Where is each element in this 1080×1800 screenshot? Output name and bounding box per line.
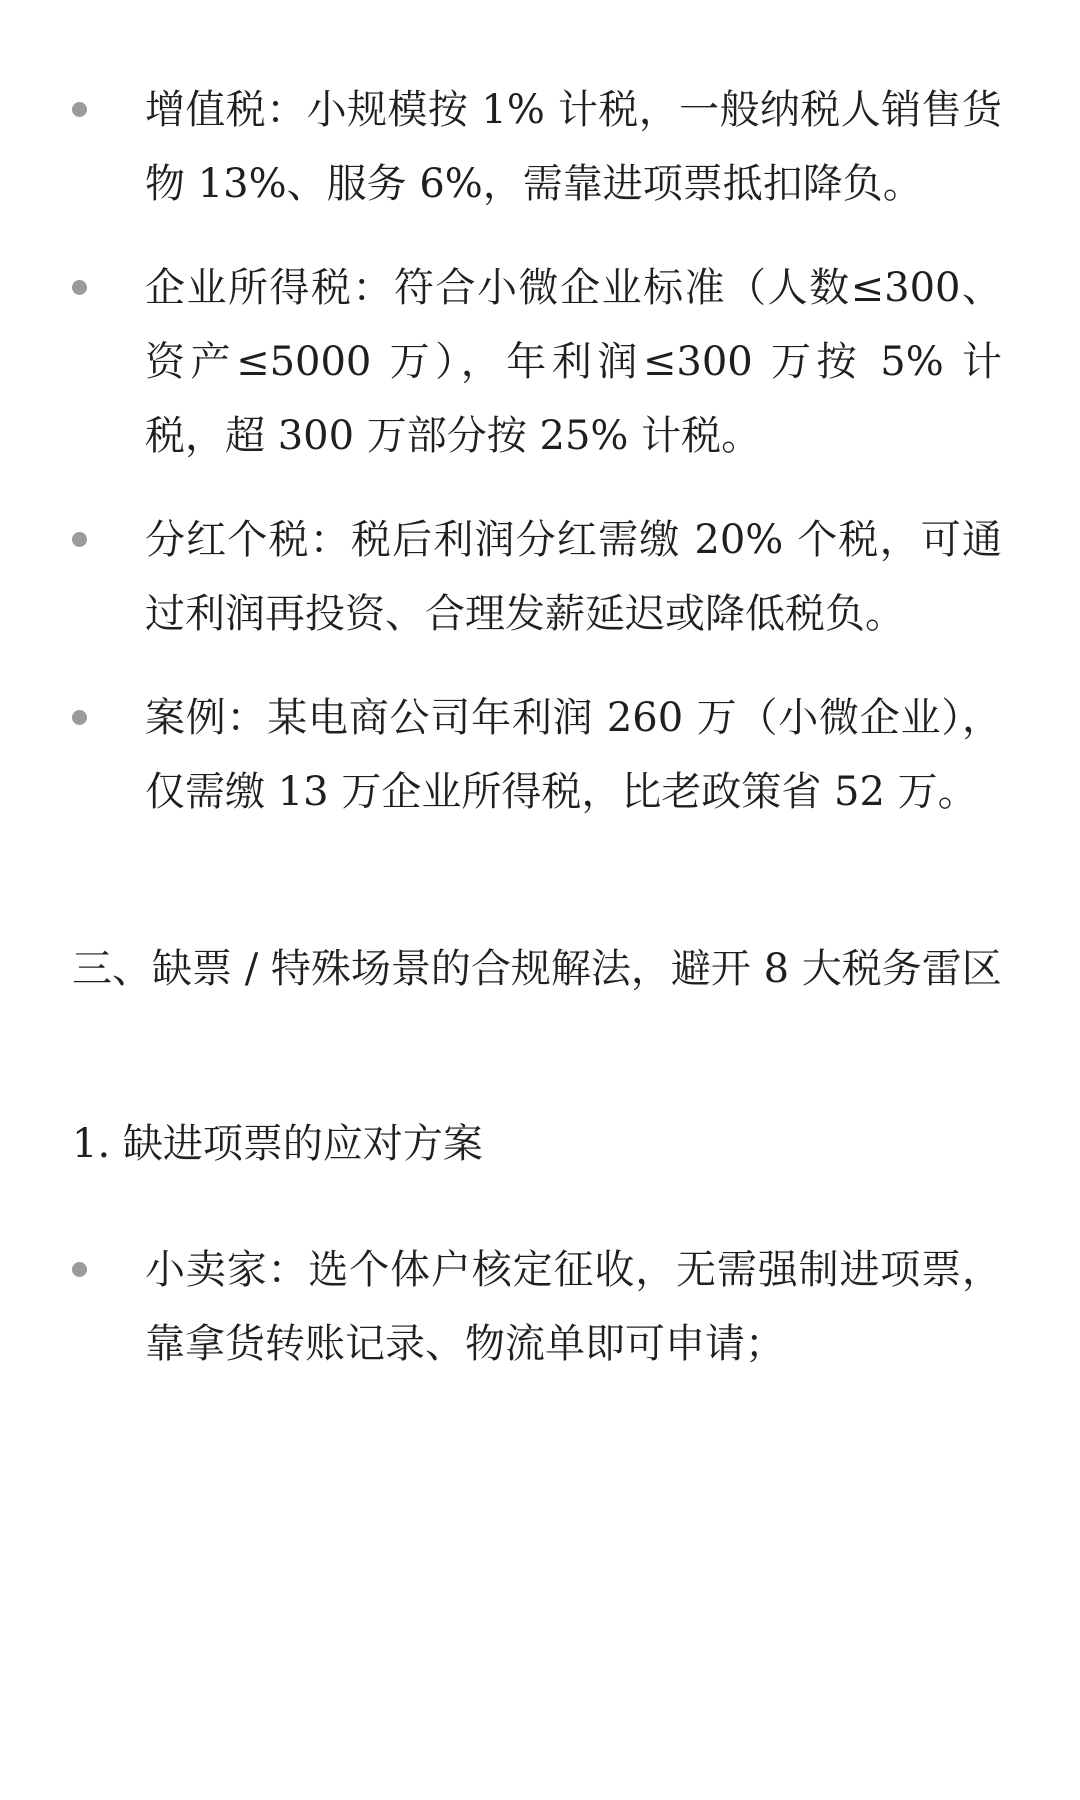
list-item-text: 案例：某电商公司年利润 260 万（小微企业），仅需缴 13 万企业所得税，比老政策省 52 万。 [145, 695, 1002, 815]
bullet-dot-icon [72, 710, 87, 725]
list-item [0, 503, 1080, 651]
list-item-text: 分红个税：税后利润分红需缴 20% 个税，可通过利润再投资、合理发薪延迟或降低税负。 [145, 517, 1002, 637]
list-item [0, 681, 1080, 829]
list-item [0, 73, 1080, 221]
missing-invoice-points-list [0, 1233, 1080, 1411]
tax-points-list [0, 73, 1080, 859]
section-heading: 三、缺票 / 特殊场景的合规解法，避开 8 大税务雷区 [72, 946, 1002, 992]
list-item-text: 企业所得税：符合小微企业标准（人数≤300、资产≤5000 万），年利润≤300 万按 5% 计税，超 300 万部分按 25% 计税。 [145, 265, 1002, 459]
bullet-dot-icon [72, 532, 87, 547]
bullet-dot-icon [72, 280, 87, 295]
bullet-dot-icon [72, 102, 87, 117]
bullet-dot-icon [72, 1262, 87, 1277]
list-item [0, 251, 1080, 473]
list-item-text: 小卖家：选个体户核定征收，无需强制进项票，靠拿货转账记录、物流单即可申请； [145, 1247, 1002, 1367]
sub-heading: 1. 缺进项票的应对方案 [72, 1121, 483, 1167]
list-item [0, 1233, 1080, 1381]
list-item-text: 增值税：小规模按 1% 计税，一般纳税人销售货物 13%、服务 6%，需靠进项票抵扣降负。 [145, 87, 1002, 207]
